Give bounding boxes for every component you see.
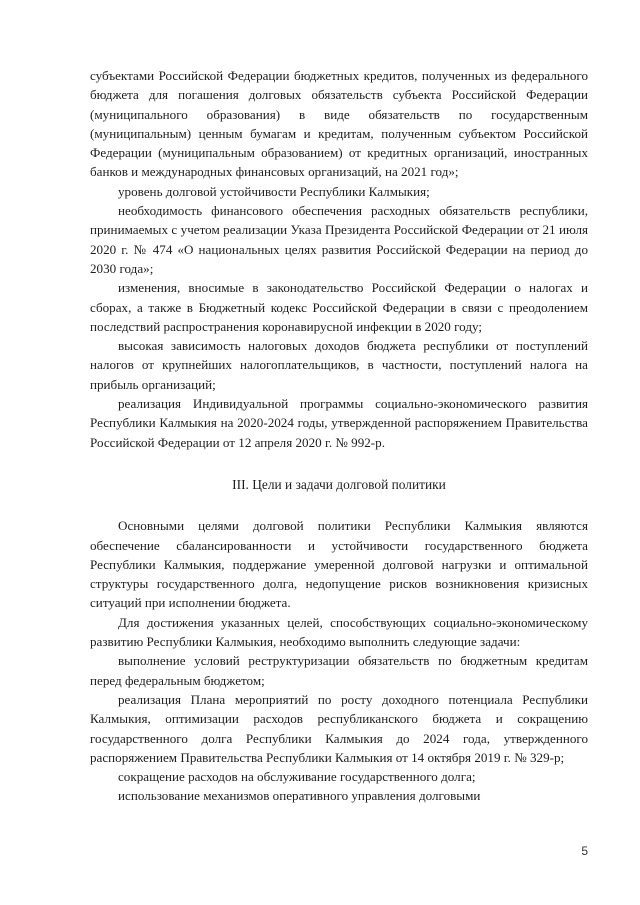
document-body — [90, 66, 588, 806]
paragraph: изменения, вносимые в законодательство Российской Федерации о налогах и сборах, а также в Бюджетный кодекс Российской Федерации в связи с преодолением последствий распространения коронавирусной инфекции в 2020 году; — [90, 280, 588, 334]
paragraph: выполнение условий реструктуризации обязательств по бюджетным кредитам перед федеральным бюджетом; — [90, 653, 588, 688]
paragraph: сокращение расходов на обслуживание государственного долга; — [118, 769, 476, 785]
page-number: 5 — [581, 844, 588, 858]
paragraph: Основными целями долговой политики Республики Калмыкия являются обеспечение сбалансированности и устойчивости государственного бюджета Республики Калмыкия, поддержание умеренной долговой нагрузки и оптимальной структуры государственного долга, недопущение рисков возникновения кризисных ситуаций при исполнении бюджета. — [90, 518, 588, 611]
paragraph: реализация Плана мероприятий по росту доходного потенциала Республики Калмыкия, оптимизации расходов республиканского бюджета и сокращению государственного долга Республики Калмыкия до 2024 года, утвержденного распоряжением Правительства Республики Калмыкия от 14 октября 2019 г. № 329-р; — [90, 691, 588, 765]
paragraph: реализация Индивидуальной программы социально-экономического развития Республики Калмыкия на 2020-2024 годы, утвержденной распоряжением Правительства Российской Федерации от 12 апреля 2020 г. № 992-р. — [90, 396, 588, 450]
paragraph: Для достижения указанных целей, способствующих социально-экономическому развитию Республики Калмыкия, необходимо выполнить следующие задачи: — [90, 614, 588, 650]
paragraph: субъектами Российской Федерации бюджетных кредитов, полученных из федерального бюджета для погашения долговых обязательств субъекта Российской Федерации (муниципального образования) в виде обязательств по государственным (муниципальным) ценным бумагам и кредитам, полученным субъектом Российской Федерации (муниципальным образованием) от кредитных организаций, иностранных банков и международных финансовых организаций, на 2021 год»; — [90, 68, 588, 180]
paragraph: уровень долговой устойчивости Республики Калмыкия; — [118, 183, 430, 199]
paragraph: необходимость финансового обеспечения расходных обязательств республики, принимаемых с учетом реализации Указа Президента Российской Федерации от 21 июля 2020 г. № 474 «О национальных целях развития Российской Федерации на период до 2030 года»; — [90, 203, 588, 276]
paragraph: использование механизмов оперативного управления долговыми — [118, 788, 481, 804]
section-heading: III. Цели и задачи долговой политики — [232, 476, 446, 492]
paragraph: высокая зависимость налоговых доходов бюджета республики от поступлений налогов от крупнейших налогоплательщиков, в частности, поступлений налога на прибыль организаций; — [90, 338, 588, 392]
